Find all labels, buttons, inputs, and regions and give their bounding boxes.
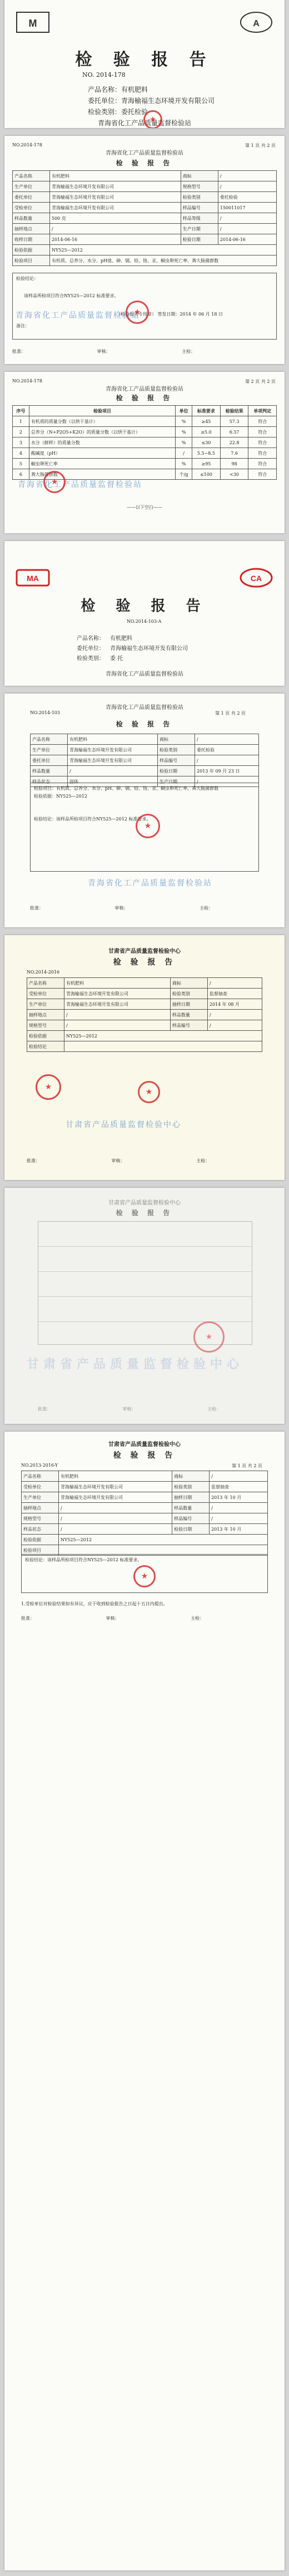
table-cell: 符合 — [248, 437, 277, 448]
field-value: 青海榆福生态环境开发有限公司 — [64, 999, 171, 1010]
field-value: / — [59, 1513, 172, 1524]
field-label: 规格型号 — [27, 1020, 64, 1031]
approve-label: 批准： — [27, 1158, 40, 1163]
field-value: 有机肥料 — [68, 734, 158, 745]
table-cell: 粪大肠菌群数 — [29, 469, 175, 480]
field-label: 生产日期 — [158, 776, 195, 787]
inspector-label: 主检： — [200, 906, 213, 911]
field-label: 检验日期 — [158, 766, 195, 776]
table-row — [13, 427, 277, 437]
info-row — [27, 978, 262, 989]
report-heading: 检 验 报 告 — [116, 159, 173, 167]
field-label: 样品数量 — [13, 213, 50, 224]
field-label: 检验依据 — [22, 1535, 59, 1545]
page-number: 第 2 页 共 2 页 — [245, 379, 276, 384]
field-value: 青海榆福生态环境开发有限公司 — [50, 192, 181, 203]
results-table — [12, 405, 277, 480]
table-cell: 5.5~8.5 — [192, 448, 221, 459]
watermark: 甘肃省产品质量监督检验中心 — [66, 1120, 181, 1129]
field-value: 青海榆福生态环境开发有限公司 — [68, 755, 158, 766]
field-value: 青海榆福生态环境开发有限公司 — [64, 989, 171, 999]
field-label: 产品名称 — [31, 734, 68, 745]
org-stamp — [136, 814, 160, 838]
field-label: 商标 — [172, 1471, 210, 1482]
report5-page — [4, 1432, 285, 2570]
table-cell: 个/g — [176, 469, 192, 480]
field-label: 检验日期 — [172, 1524, 210, 1535]
table-cell: % — [176, 437, 192, 448]
table-cell: 1 — [13, 416, 29, 427]
report-number: NO. 2014-178 — [82, 71, 126, 78]
approve-label: 批准： — [30, 906, 43, 911]
table-cell: 22.8 — [220, 437, 248, 448]
field-label: 产品名称 — [22, 1471, 59, 1482]
report-code: NO.2014-2016 — [27, 970, 60, 975]
table-cell: ≤30 — [192, 437, 221, 448]
field-value — [64, 1041, 262, 1052]
field-label: 样品编号 — [172, 1513, 210, 1524]
field-label: 检验项目 — [13, 255, 50, 266]
watermark: 青海省化工产品质量监督检验站 — [18, 480, 142, 489]
report-title: 检 验 报 告 — [81, 598, 208, 614]
svg-text:M: M — [28, 18, 37, 29]
table-cell: 酸碱度（pH） — [29, 448, 175, 459]
field-label: 产品名称 — [13, 171, 50, 181]
approve-label: 批准： — [38, 1407, 51, 1412]
org-header: 甘肃省产品质量监督检验中心 — [108, 1442, 181, 1448]
table-cell: 7.6 — [220, 448, 248, 459]
report1-results-page — [4, 372, 285, 533]
field-label: 样品编号 — [170, 1020, 207, 1031]
field-value: / — [210, 1471, 268, 1482]
page-number: 第 1 页 共 2 页 — [215, 711, 246, 716]
field-value: 固体 — [68, 776, 158, 787]
report-code: NO.2014-178 — [12, 378, 42, 384]
field-value: / — [68, 766, 158, 776]
basis-line: 检验依据：NY525—2012 — [34, 794, 87, 799]
column-header: 检验项目 — [29, 406, 175, 416]
review-label: 审核： — [111, 1158, 125, 1163]
field-label: 检验类别 — [170, 989, 207, 999]
watermark: 青海省化工产品质量监督检验站 — [16, 311, 140, 320]
red-logo-icon — [14, 566, 51, 590]
field-label: 生产单位 — [22, 1492, 59, 1503]
org-stamp — [143, 110, 162, 128]
column-header: 单项判定 — [248, 406, 277, 416]
field-label: 规格型号 — [22, 1513, 59, 1524]
info-row — [31, 734, 259, 745]
field-label: 样品数量 — [172, 1503, 210, 1513]
org-header: 甘肃省产品质量监督检验中心 — [108, 1200, 181, 1206]
info-row — [13, 245, 277, 255]
field-value: 有机肥料 — [50, 171, 181, 181]
field-value: / — [195, 776, 259, 787]
field-label: 抽样地点 — [27, 1010, 64, 1020]
info-row — [31, 745, 259, 755]
field-value: 150011017 — [218, 203, 276, 213]
table-cell: ≥5.0 — [192, 427, 221, 437]
field-value: 2014 年 08 月 — [207, 999, 262, 1010]
field-value: / — [207, 1020, 262, 1031]
field-label: 检验日期 — [181, 234, 218, 245]
info-row — [13, 224, 277, 234]
conclusion-line: 检验结论：该样品所检项目符合NY525—2012 标准要求。 — [34, 817, 151, 822]
report-heading: 检 验 报 告 — [113, 958, 176, 967]
info-row — [31, 755, 259, 766]
field-label: 检验项目 — [22, 1545, 59, 1556]
info-row — [13, 181, 277, 192]
table-cell: ≥95 — [192, 459, 221, 469]
items-line: 检验项目：有机质、总养分、水分、pH、砷、镉、铅、铬、汞、蛔虫卵死亡率、粪大肠菌群数 — [34, 786, 219, 791]
signature-row — [30, 905, 285, 911]
field-label: 产品名称 — [27, 978, 64, 989]
report-code: NO.2013-2016-Y — [21, 1463, 58, 1468]
field-label: 抽样日期 — [170, 999, 207, 1010]
field-label: 抽样地点 — [22, 1503, 59, 1513]
svg-text:A: A — [253, 19, 260, 28]
report1-page — [4, 136, 285, 364]
field-value: / — [64, 1010, 171, 1020]
footer-note: 1.受检单位对检验结果如有异议，应于收到检验报告之日起十五日内提出。 — [21, 1601, 168, 1606]
field-label: 样品等级 — [181, 213, 218, 224]
info-row — [27, 1010, 262, 1020]
field-value: 青海榆福生态环境开发有限公司 — [50, 203, 181, 213]
field-label: 样品编号 — [181, 203, 218, 213]
field-label: 样品数量 — [170, 1010, 207, 1020]
field-value: NY525—2012 — [59, 1535, 268, 1545]
table-cell: % — [176, 416, 192, 427]
info-row — [22, 1492, 268, 1503]
column-header: 序号 — [13, 406, 29, 416]
field-value: 青海榆福生态环境开发有限公司 — [50, 181, 181, 192]
table-cell: 水分（鲜样）的质量分数 — [29, 437, 175, 448]
field-label: 规格型号 — [181, 181, 218, 192]
watermark: 甘肃省产品质量监督检验中心 — [27, 1357, 244, 1371]
report-title: 检 验 报 告 — [75, 50, 214, 70]
field-value: / — [50, 224, 181, 234]
table-cell: 总养分（N+P2O5+K2O）的质量分数（以烘干基计） — [29, 427, 175, 437]
conclusion-line: 检验结论：该样品所检项目符合NY525—2012 标准要求。 — [25, 1557, 142, 1562]
field-value: / — [207, 978, 262, 989]
field-label: 抽样日期 — [172, 1492, 210, 1503]
table-cell: 蛔虫卵死亡率 — [29, 459, 175, 469]
org-header: 青海省化工产品质量监督检验站 — [106, 705, 183, 711]
field-label: 样品数量 — [31, 766, 68, 776]
org-header: 青海省化工产品质量监督检验站 — [106, 150, 183, 156]
cover-row-category: 检验类别：委托检验 — [88, 108, 148, 116]
table-cell: 6 — [13, 469, 29, 480]
info-row — [27, 1031, 262, 1041]
field-value: 委托检验 — [195, 745, 259, 755]
org-stamp — [36, 1074, 61, 1100]
cover-page-1 — [4, 0, 285, 128]
report2-page — [4, 694, 285, 927]
report-code: NO.2014-103 — [30, 710, 60, 715]
cover-row-category: 检验类别： 委 托 — [77, 656, 123, 662]
info-row — [31, 766, 259, 776]
issue-date: （检验报告专用章） 签发日期：2014 年 06 月 18 日 — [116, 312, 223, 317]
table-cell: 符合 — [248, 469, 277, 480]
org-header: 青海省化工产品质量监督检验站 — [106, 386, 183, 392]
field-value: 监督抽查 — [207, 989, 262, 999]
cover-org: 青海省化工产品质量监督检验站 — [97, 119, 191, 127]
field-label: 检验依据 — [13, 245, 50, 255]
review-label: 审核： — [114, 906, 128, 911]
field-label: 检验类别 — [181, 192, 218, 203]
field-value: / — [195, 734, 259, 745]
table-cell: % — [176, 427, 192, 437]
info-table — [27, 977, 262, 1052]
field-label: 委托单位 — [31, 755, 68, 766]
info-row — [27, 1041, 262, 1052]
field-label: 生产日期 — [181, 224, 218, 234]
field-value: 有机肥料 — [59, 1471, 172, 1482]
svg-text:MA: MA — [27, 574, 39, 583]
cover-row-product: 产品名称： 有机肥料 — [77, 636, 132, 642]
field-label: 受检单位 — [22, 1482, 59, 1492]
table-cell: 4 — [13, 448, 29, 459]
cover-row-client: 委托单位：青海榆福生态环境开发有限公司 — [88, 97, 215, 105]
info-row — [22, 1535, 268, 1545]
field-value: 委托检验 — [218, 192, 276, 203]
field-label: 商标 — [181, 171, 218, 181]
field-label: 委托单位 — [13, 192, 50, 203]
table-row — [13, 459, 277, 469]
field-value: 有机质、总养分、水分、pH值、砷、镉、铅、铬、汞、蛔虫卵死亡率、粪大肠菌群数 — [50, 255, 277, 266]
org-stamp — [193, 1321, 225, 1353]
table-row — [13, 437, 277, 448]
info-row — [13, 213, 277, 224]
org-stamp — [126, 301, 149, 324]
conclusion-label: 检验结论： — [16, 276, 38, 281]
table-cell: 5 — [13, 459, 29, 469]
info-row — [13, 171, 277, 181]
inspector-label: 主检： — [191, 1616, 205, 1621]
report3-page — [4, 935, 285, 1180]
field-value: / — [218, 224, 276, 234]
info-row — [13, 192, 277, 203]
cover-page-2 — [4, 541, 285, 686]
table-cell: ≤100 — [192, 469, 221, 480]
review-label: 审核： — [97, 349, 111, 354]
field-value: / — [218, 171, 276, 181]
info-row — [27, 989, 262, 999]
field-label: 商标 — [158, 734, 195, 745]
report-code: NO.2014-178 — [12, 142, 42, 148]
table-cell: % — [176, 459, 192, 469]
table-cell: 2 — [13, 427, 29, 437]
field-label: 收样日期 — [13, 234, 50, 245]
report-number: NO.2014-103-A — [127, 619, 162, 624]
field-label: 检验结论 — [27, 1041, 64, 1052]
field-value: 有机肥料 — [64, 978, 171, 989]
column-header: 标准要求 — [192, 406, 221, 416]
table-cell: 57.3 — [220, 416, 248, 427]
table-cell: / — [176, 448, 192, 459]
table-cell: 符合 — [248, 416, 277, 427]
field-label: 样品状态 — [22, 1524, 59, 1535]
field-label: 抽样地点 — [13, 224, 50, 234]
table-cell: ≥45 — [192, 416, 221, 427]
table-cell: 符合 — [248, 448, 277, 459]
report4-page — [4, 1188, 285, 1424]
field-label: 商标 — [170, 978, 207, 989]
field-value: / — [210, 1513, 268, 1524]
conclusion-text: 该样品所检项目符合NY525—2012 标准要求。 — [24, 293, 119, 298]
cover-org: 青海省化工产品质量监督检验站 — [106, 671, 183, 677]
field-label: 受检单位 — [13, 203, 50, 213]
info-row — [22, 1503, 268, 1513]
field-label: 生产单位 — [13, 181, 50, 192]
field-value: 500 克 — [50, 213, 181, 224]
report-heading: 检 验 报 告 — [116, 1209, 173, 1217]
field-value: 2013 年 10 月 — [210, 1524, 268, 1535]
field-value: / — [59, 1503, 172, 1513]
field-label: 受检单位 — [27, 989, 64, 999]
table-cell: 3 — [13, 437, 29, 448]
info-row — [22, 1513, 268, 1524]
table-cell: 6.37 — [220, 427, 248, 437]
field-value: 2013 年 09 月 23 日 — [195, 766, 259, 776]
field-value: / — [64, 1020, 171, 1031]
field-label: 生产单位 — [27, 999, 64, 1010]
signature-row — [27, 1158, 285, 1164]
field-label: 样品编号 — [158, 755, 195, 766]
inspector-label: 主检： — [207, 1407, 221, 1412]
field-value: 监督抽查 — [210, 1482, 268, 1492]
signature-row — [12, 348, 277, 355]
info-row — [27, 999, 262, 1010]
field-value: 青海榆福生态环境开发有限公司 — [59, 1492, 172, 1503]
info-table — [21, 1471, 268, 1556]
field-value: 2014-06-16 — [50, 234, 181, 245]
table-cell: 符合 — [248, 459, 277, 469]
field-value: 青海榆福生态环境开发有限公司 — [68, 745, 158, 755]
remarks-label: 备注： — [16, 323, 29, 328]
table-cell: 符合 — [248, 427, 277, 437]
table-cell: 98 — [220, 459, 248, 469]
report-heading: 检 验 报 告 — [116, 394, 173, 402]
column-header: 单位 — [176, 406, 192, 416]
svg-text:CA: CA — [250, 574, 262, 583]
blank-below-line: ——以下空白—— — [127, 505, 162, 510]
cover-row-product: 产品名称：有机肥料 — [88, 86, 148, 94]
review-label: 审核： — [106, 1616, 119, 1621]
signature-row — [38, 1406, 285, 1412]
org-header: 甘肃省产品质量监督检验中心 — [108, 948, 181, 955]
test-stamp — [138, 1081, 160, 1103]
approve-label: 批准： — [21, 1616, 34, 1621]
approve-label: 批准： — [12, 349, 26, 354]
review-label: 审核： — [122, 1407, 136, 1412]
info-row — [22, 1471, 268, 1482]
field-value: / — [210, 1503, 268, 1513]
qc-logo-icon — [14, 10, 51, 35]
info-row — [13, 234, 277, 245]
table-row — [13, 416, 277, 427]
field-value: / — [218, 213, 276, 224]
inspector-label: 主检： — [182, 349, 196, 354]
org-stamp — [43, 471, 66, 493]
info-table — [12, 170, 277, 266]
field-value: 青海榆福生态环境开发有限公司 — [59, 1482, 172, 1492]
column-header: 检验结果 — [220, 406, 248, 416]
table-cell: <30 — [220, 469, 248, 480]
red-cma-icon — [238, 566, 275, 590]
field-label: 检验类别 — [172, 1482, 210, 1492]
field-value: / — [207, 1010, 262, 1020]
report-heading: 检 验 报 告 — [113, 1451, 176, 1460]
field-value: 2014-06-16 — [218, 234, 276, 245]
table-row — [13, 448, 277, 459]
report-heading: 检 验 报 告 — [116, 720, 173, 728]
signature-row — [21, 1615, 285, 1621]
cover-row-client: 委托单位： 青海榆福生态环境开发有限公司 — [77, 646, 188, 652]
watermark: 青海省化工产品质量监督检验站 — [88, 879, 212, 888]
info-row — [22, 1482, 268, 1492]
field-value: / — [59, 1524, 172, 1535]
field-value: 2013 年 10 月 — [210, 1492, 268, 1503]
info-row — [27, 1020, 262, 1031]
table-cell: 有机质的质量分数（以烘干基计） — [29, 416, 175, 427]
inspector-label: 主检： — [196, 1158, 210, 1163]
org-stamp — [133, 1565, 156, 1587]
field-value: / — [218, 181, 276, 192]
field-value: / — [195, 755, 259, 766]
info-row — [13, 203, 277, 213]
info-table — [30, 734, 259, 787]
field-value: NY525—2012 — [50, 245, 277, 255]
cma-logo-icon — [238, 10, 275, 35]
field-label: 检验依据 — [27, 1031, 64, 1041]
field-value: NY525—2012 — [64, 1031, 262, 1041]
page-number: 第 1 页 共 2 页 — [232, 1463, 262, 1468]
page-number: 第 1 页 共 2 页 — [245, 143, 276, 148]
info-row — [22, 1524, 268, 1535]
field-label: 检验类别 — [158, 745, 195, 755]
field-label: 样品状态 — [31, 776, 68, 787]
field-label: 生产单位 — [31, 745, 68, 755]
info-row — [13, 255, 277, 266]
